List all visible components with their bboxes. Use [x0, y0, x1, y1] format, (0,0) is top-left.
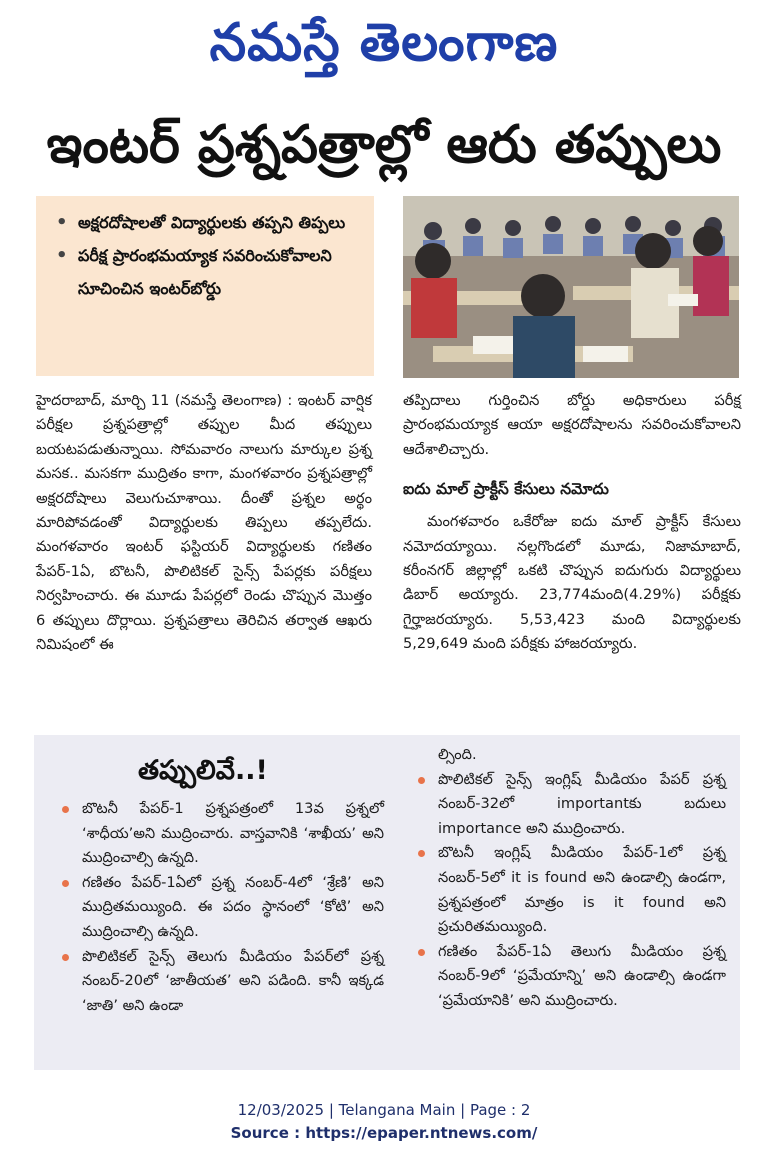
highlight-item: • అక్షరదోషాలతో విద్యార్థులకు తప్పని తిప్పలు [56, 206, 362, 239]
exam-hall-photo [403, 196, 739, 378]
article-column-2 [403, 389, 741, 657]
article-column-1 [36, 389, 372, 657]
article-text: తప్పిదాలు గుర్తించిన బోర్డు అధికారులు పరీక్ష ప్రారంభమయ్యాక ఆయా అక్షరదోషాలను సవరించుకోవాలని ఆదేశాలిచ్చారు. [403, 392, 741, 458]
error-item: గణితం పేపర్-1ఏ తెలుగు మీడియం ప్రశ్న నంబర్-9లో ‘ప్రమేయాన్ని’ అని ఉండాల్సి ఉండగా ‘ప్రమేయానికి’ అని ముద్రించారు. [418, 940, 726, 1014]
highlights-box [36, 196, 374, 376]
article-text: హైదరాబాద్, మార్చి 11 (నమస్తే తెలంగాణ) : ఇంటర్ వార్షిక పరీక్షల ప్రశ్నపత్రాల్లో తప్పుల మీద తప్పులు బయటపడుతున్నాయి. సోమవారం నాలుగు మార్కుల ప్రశ్న మసక.. మసకగా ముద్రితం కాగా, మంగళవారం ప్రశ్నపత్రాల్లో అక్షరదోషాలు వెలుగుచూశాయి. దీంతో ప్రశ్నల అర్థం మారిపోవడంతో విద్యార్థులకు తిప్పలు తప్పలేదు. మంగళవారం ఇంటర్ ఫస్టియర్ విద్యార్థులకు గణితం పేపర్-1ఏ, బొటనీ, పొలిటికల్ సైన్స్ పేపర్లకు పరీక్షలు నిర్వహించారు. ఈ మూడు పేపర్లలో రెండు చొప్పున మొత్తం 6 తప్పులు దొర్లాయి. ప్రశ్నపత్రాలు తెరిచిన తర్వాత ఆఖరు నిమిషంలో ఈ [36, 392, 372, 654]
error-item: గణితం పేపర్-1ఏలో ప్రశ్న నంబర్-4లో ‘శ్రేణి’ అని ముద్రితమయ్యింది. ఈ పదం స్థానంలో ‘కోటి’ అని ముద్రించాల్సి ఉన్నది. [62, 871, 384, 945]
error-item: బొటనీ పేపర్-1 ప్రశ్నపత్రంలో 13వ ప్రశ్నలో ‘శాధీయ’అని ముద్రించారు. వాస్తవానికి ‘శాఖీయ’ అని ముద్రించాల్సి ఉన్నది. [62, 797, 384, 871]
exam-hall-illustration [403, 196, 739, 378]
masthead-logo: నమస్తే తెలంగాణ [209, 12, 559, 73]
errors-box [34, 735, 740, 1070]
footer-date-page: 12/03/2025 | Telangana Main | Page : 2 [237, 1101, 531, 1119]
footer-source: Source : https://epaper.ntnews.com/ [230, 1124, 538, 1142]
headline: ఇంటర్ ప్రశ్నపత్రాల్లో ఆరు తప్పులు [46, 115, 722, 175]
error-item: పొలిటికల్ సైన్స్ తెలుగు మీడియం పేపర్‌లో ప్రశ్న నంబర్-20లో ‘జాతీయత’ అని పడింది. కానీ ఇక్కడ ‘జాతి’ అని ఉండా [62, 945, 384, 1019]
errors-list-left [62, 797, 384, 1018]
article-text: మంగళవారం ఒకేరోజు ఐదు మాల్ ప్రాక్టీస్ కేసులు నమోదయ్యాయి. నల్లగొండలో మూడు, నిజామాబాద్, కరీంనగర్ జిల్లాల్లో ఒకటి చొప్పున ఐదుగురు విద్యార్థులు డిబార్ అయ్యారు. 23,774మంది(4.29%) పరీక్షకు గైర్హాజరయ్యారు. 5,53,423 మంది విద్యార్థులకు 5,29,649 మంది పరీక్షకు హాజరయ్యారు. [403, 513, 741, 653]
highlight-item: • పరీక్ష ప్రారంభమయ్యాక సవరించుకోవాలని సూచించిన ఇంటర్‌బోర్డు [56, 239, 362, 305]
error-item: పొలిటికల్ సైన్స్ ఇంగ్లిష్ మీడియం పేపర్ ప్రశ్న నంబర్-32లో importantకు బదులు importance అని ముద్రించారు. [418, 768, 726, 842]
error-item-continued: ల్సింది. [438, 746, 477, 763]
errors-list-right [418, 743, 726, 1014]
error-item: బొటనీ ఇంగ్లిష్ మీడియం పేపర్-1లో ప్రశ్న నంబర్-5లో it is found అని ఉండాల్సి ఉండగా, ప్రశ్నపత్రంలో మాత్రం is it found అని ప్రచురితమయ్యింది. [418, 841, 726, 939]
errors-box-title: తప్పులివే..! [138, 755, 268, 786]
article-subheading: ఐదు మాల్ ప్రాక్టీస్ కేసులు నమోదు [403, 480, 609, 499]
